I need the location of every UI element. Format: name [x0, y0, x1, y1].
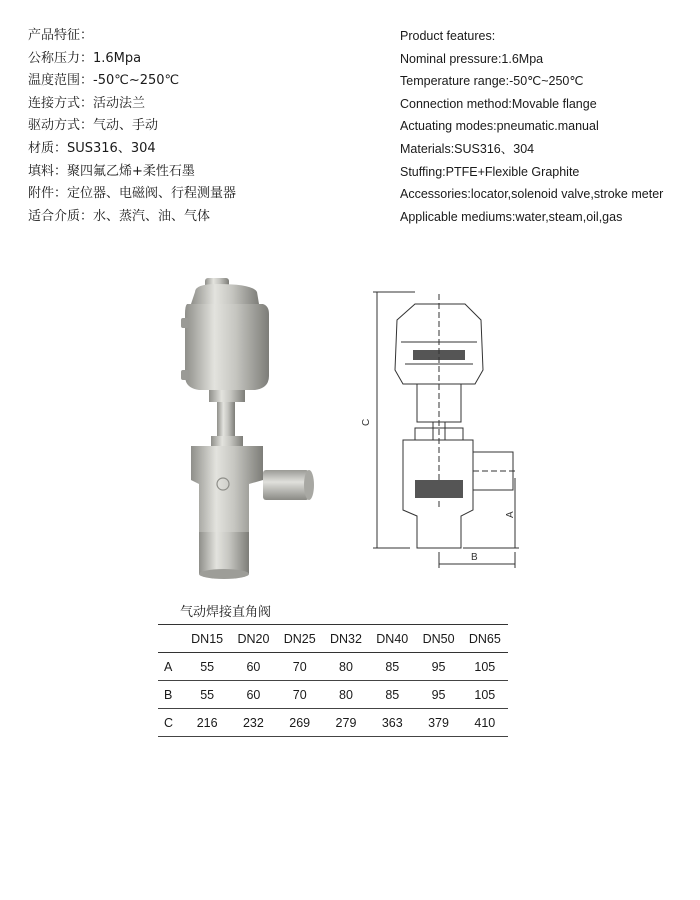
column-header: DN25: [277, 625, 323, 653]
table-row: [158, 709, 508, 737]
table-cell: 55: [184, 681, 230, 709]
technical-drawing: [355, 272, 530, 572]
feature-line-cn: 驱动方式：气动、手动: [28, 118, 159, 134]
dimension-table: [158, 624, 508, 737]
features-en: [400, 25, 695, 228]
feature-line-en: Product features:: [400, 29, 496, 43]
table-cell: 80: [323, 653, 369, 681]
column-header: DN15: [184, 625, 230, 653]
table-row: [158, 653, 508, 681]
column-header: DN65: [462, 625, 508, 653]
table-cell: 269: [277, 709, 323, 737]
packing-nut: [211, 436, 243, 446]
table-row: [158, 681, 508, 709]
feature-line-en: Connection method:Movable flange: [400, 96, 597, 111]
drawing-seat: [415, 480, 463, 498]
dimension-label-c: C: [361, 418, 372, 426]
table-cell: 216: [184, 709, 230, 737]
table-cell: 70: [277, 653, 323, 681]
table-cell: 279: [323, 709, 369, 737]
column-header: DN20: [230, 625, 276, 653]
table-cell: 80: [323, 681, 369, 709]
side-outlet: [263, 470, 309, 500]
feature-line-en: Accessories:locator,solenoid valve,stroke meter: [400, 187, 664, 202]
table-cell: 55: [184, 653, 230, 681]
table-cell: 105: [462, 681, 508, 709]
inlet-pipe: [199, 532, 249, 574]
table-cell: 85: [369, 681, 415, 709]
outlet-end: [304, 470, 314, 500]
features-cn: [28, 25, 358, 228]
table-cell: 232: [230, 709, 276, 737]
feature-line-cn: 填料：聚四氟乙烯+柔性石墨: [28, 163, 195, 179]
feature-line-cn: 适合介质：水、蒸汽、油、气体: [28, 208, 211, 224]
actuator-body: [185, 304, 269, 390]
stem: [217, 402, 235, 436]
table-cell: 70: [277, 681, 323, 709]
table-cell: 95: [415, 653, 461, 681]
feature-line-cn: 公称压力：1.6Mpa: [28, 50, 142, 66]
table-cell: 95: [415, 681, 461, 709]
table-cell: 105: [462, 653, 508, 681]
table-cell: 85: [369, 653, 415, 681]
column-header: DN50: [415, 625, 461, 653]
table-header-row: [158, 625, 508, 653]
actuator-cap: [191, 284, 259, 304]
inlet-end: [199, 569, 249, 579]
row-label: A: [158, 653, 184, 681]
feature-line-en: Temperature range:-50℃~250℃: [400, 74, 584, 89]
table-cell: 363: [369, 709, 415, 737]
feature-line-cn: 产品特征：: [28, 28, 94, 43]
table-cell: 60: [230, 653, 276, 681]
air-port: [181, 370, 189, 380]
feature-line-en: Stuffing:PTFE+Flexible Graphite: [400, 164, 580, 179]
table-cell: 379: [415, 709, 461, 737]
table-title: 气动焊接直角阀: [180, 605, 272, 620]
feature-line-cn: 材质：SUS316、304: [28, 140, 156, 156]
feature-line-cn: 附件：定位器、电磁阀、行程测量器: [28, 186, 237, 202]
air-port: [181, 318, 189, 328]
feature-line-en: Materials:SUS316、304: [400, 141, 535, 156]
column-header: DN32: [323, 625, 369, 653]
table-cell: 60: [230, 681, 276, 709]
row-label: B: [158, 681, 184, 709]
feature-line-en: Applicable mediums:water,steam,oil,gas: [400, 209, 623, 224]
yoke: [209, 390, 245, 402]
column-header: [158, 625, 184, 653]
dimension-label-a: A: [505, 511, 516, 518]
column-header: DN40: [369, 625, 415, 653]
row-label: C: [158, 709, 184, 737]
table-cell: 410: [462, 709, 508, 737]
feature-line-en: Actuating modes:pneumatic.manual: [400, 119, 599, 134]
feature-line-cn: 温度范围：-50℃~250℃: [28, 73, 180, 89]
dimension-label-b: B: [471, 552, 478, 563]
valve-product-photo: [165, 270, 325, 580]
feature-line-cn: 连接方式：活动法兰: [28, 95, 146, 111]
feature-line-en: Nominal pressure:1.6Mpa: [400, 51, 544, 66]
